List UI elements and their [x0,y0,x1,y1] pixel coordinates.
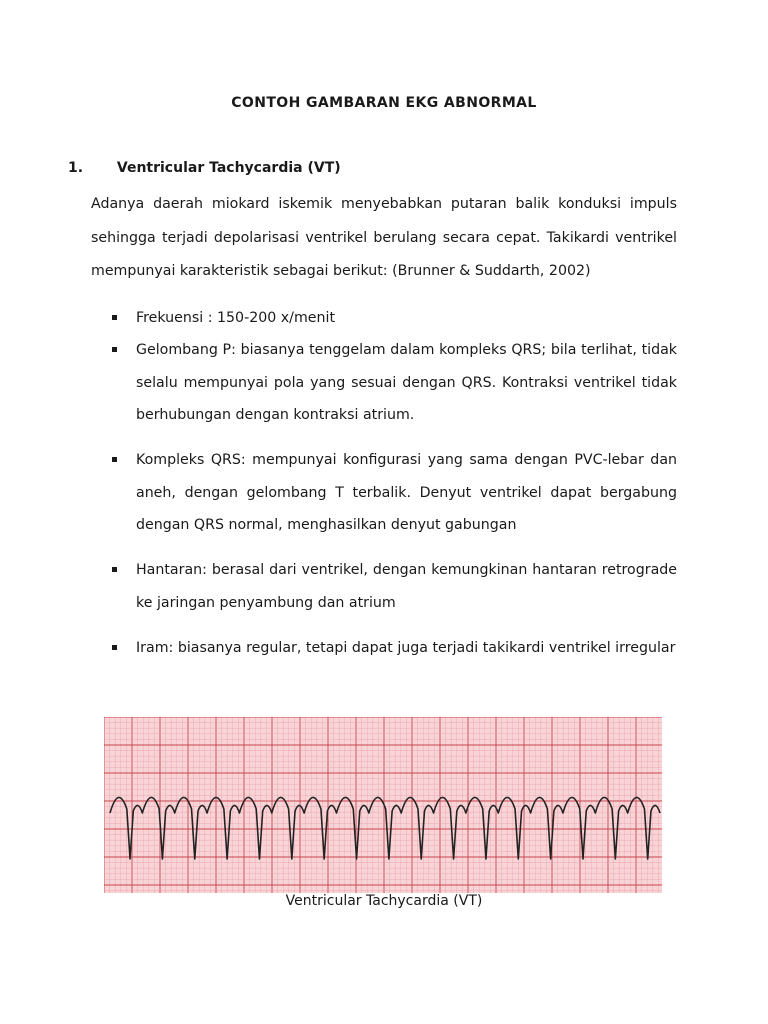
bullet-square-icon [112,645,117,650]
list-item-text: Gelombang P: biasanya tenggelam dalam kompleks QRS; bila terlihat, tidak selalu mempunyai pola yang sesuai dengan QRS. Kontraksi ventrikel tidak berhubungan dengan kontraksi atrium. [136,342,677,423]
section-heading [68,160,341,176]
list-item-text: Hantaran: berasal dari ventrikel, dengan kemungkinan hantaran retrograde ke jaringan penyambung dan atrium [136,562,677,611]
intro-paragraph: Adanya daerah miokard iskemik menyebabkan putaran balik konduksi impuls sehingga terjadi depolarisasi ventrikel berulang secara cepat. Takikardi ventrikel mempunyai karakteristik sebagai berikut: (Brunner & Suddarth, 2002) [91,196,677,279]
bullet-square-icon [112,567,117,572]
bullet-square-icon [112,457,117,462]
figure-caption: Ventricular Tachycardia (VT) [285,893,483,909]
list-item-text: Frekuensi : 150-200 x/menit [136,310,336,326]
bullet-square-icon [112,315,117,320]
list-item-iram [112,632,677,665]
section-number: 1. [68,160,84,176]
list-item-frekuensi [112,302,677,335]
list-item-text: Iram: biasanya regular, tetapi dapat juga terjadi takikardi ventrikel irregular [136,640,676,656]
list-item-gelombang-p [112,334,677,432]
section-heading-text: Ventricular Tachycardia (VT) [116,160,341,176]
list-item-text: Kompleks QRS: mempunyai konfigurasi yang sama dengan PVC-lebar dan aneh, dengan gelombang T terbalik. Denyut ventrikel dapat bergabung dengan QRS normal, menghasilkan denyut gabungan [136,452,677,533]
document-title: CONTOH GAMBARAN EKG ABNORMAL [231,95,537,111]
list-item-kompleks-qrs [112,444,677,542]
bullet-square-icon [112,347,117,352]
list-item-hantaran [112,554,677,619]
ekg-strip-figure [104,717,662,893]
ekg-strip-graphic [104,717,662,893]
